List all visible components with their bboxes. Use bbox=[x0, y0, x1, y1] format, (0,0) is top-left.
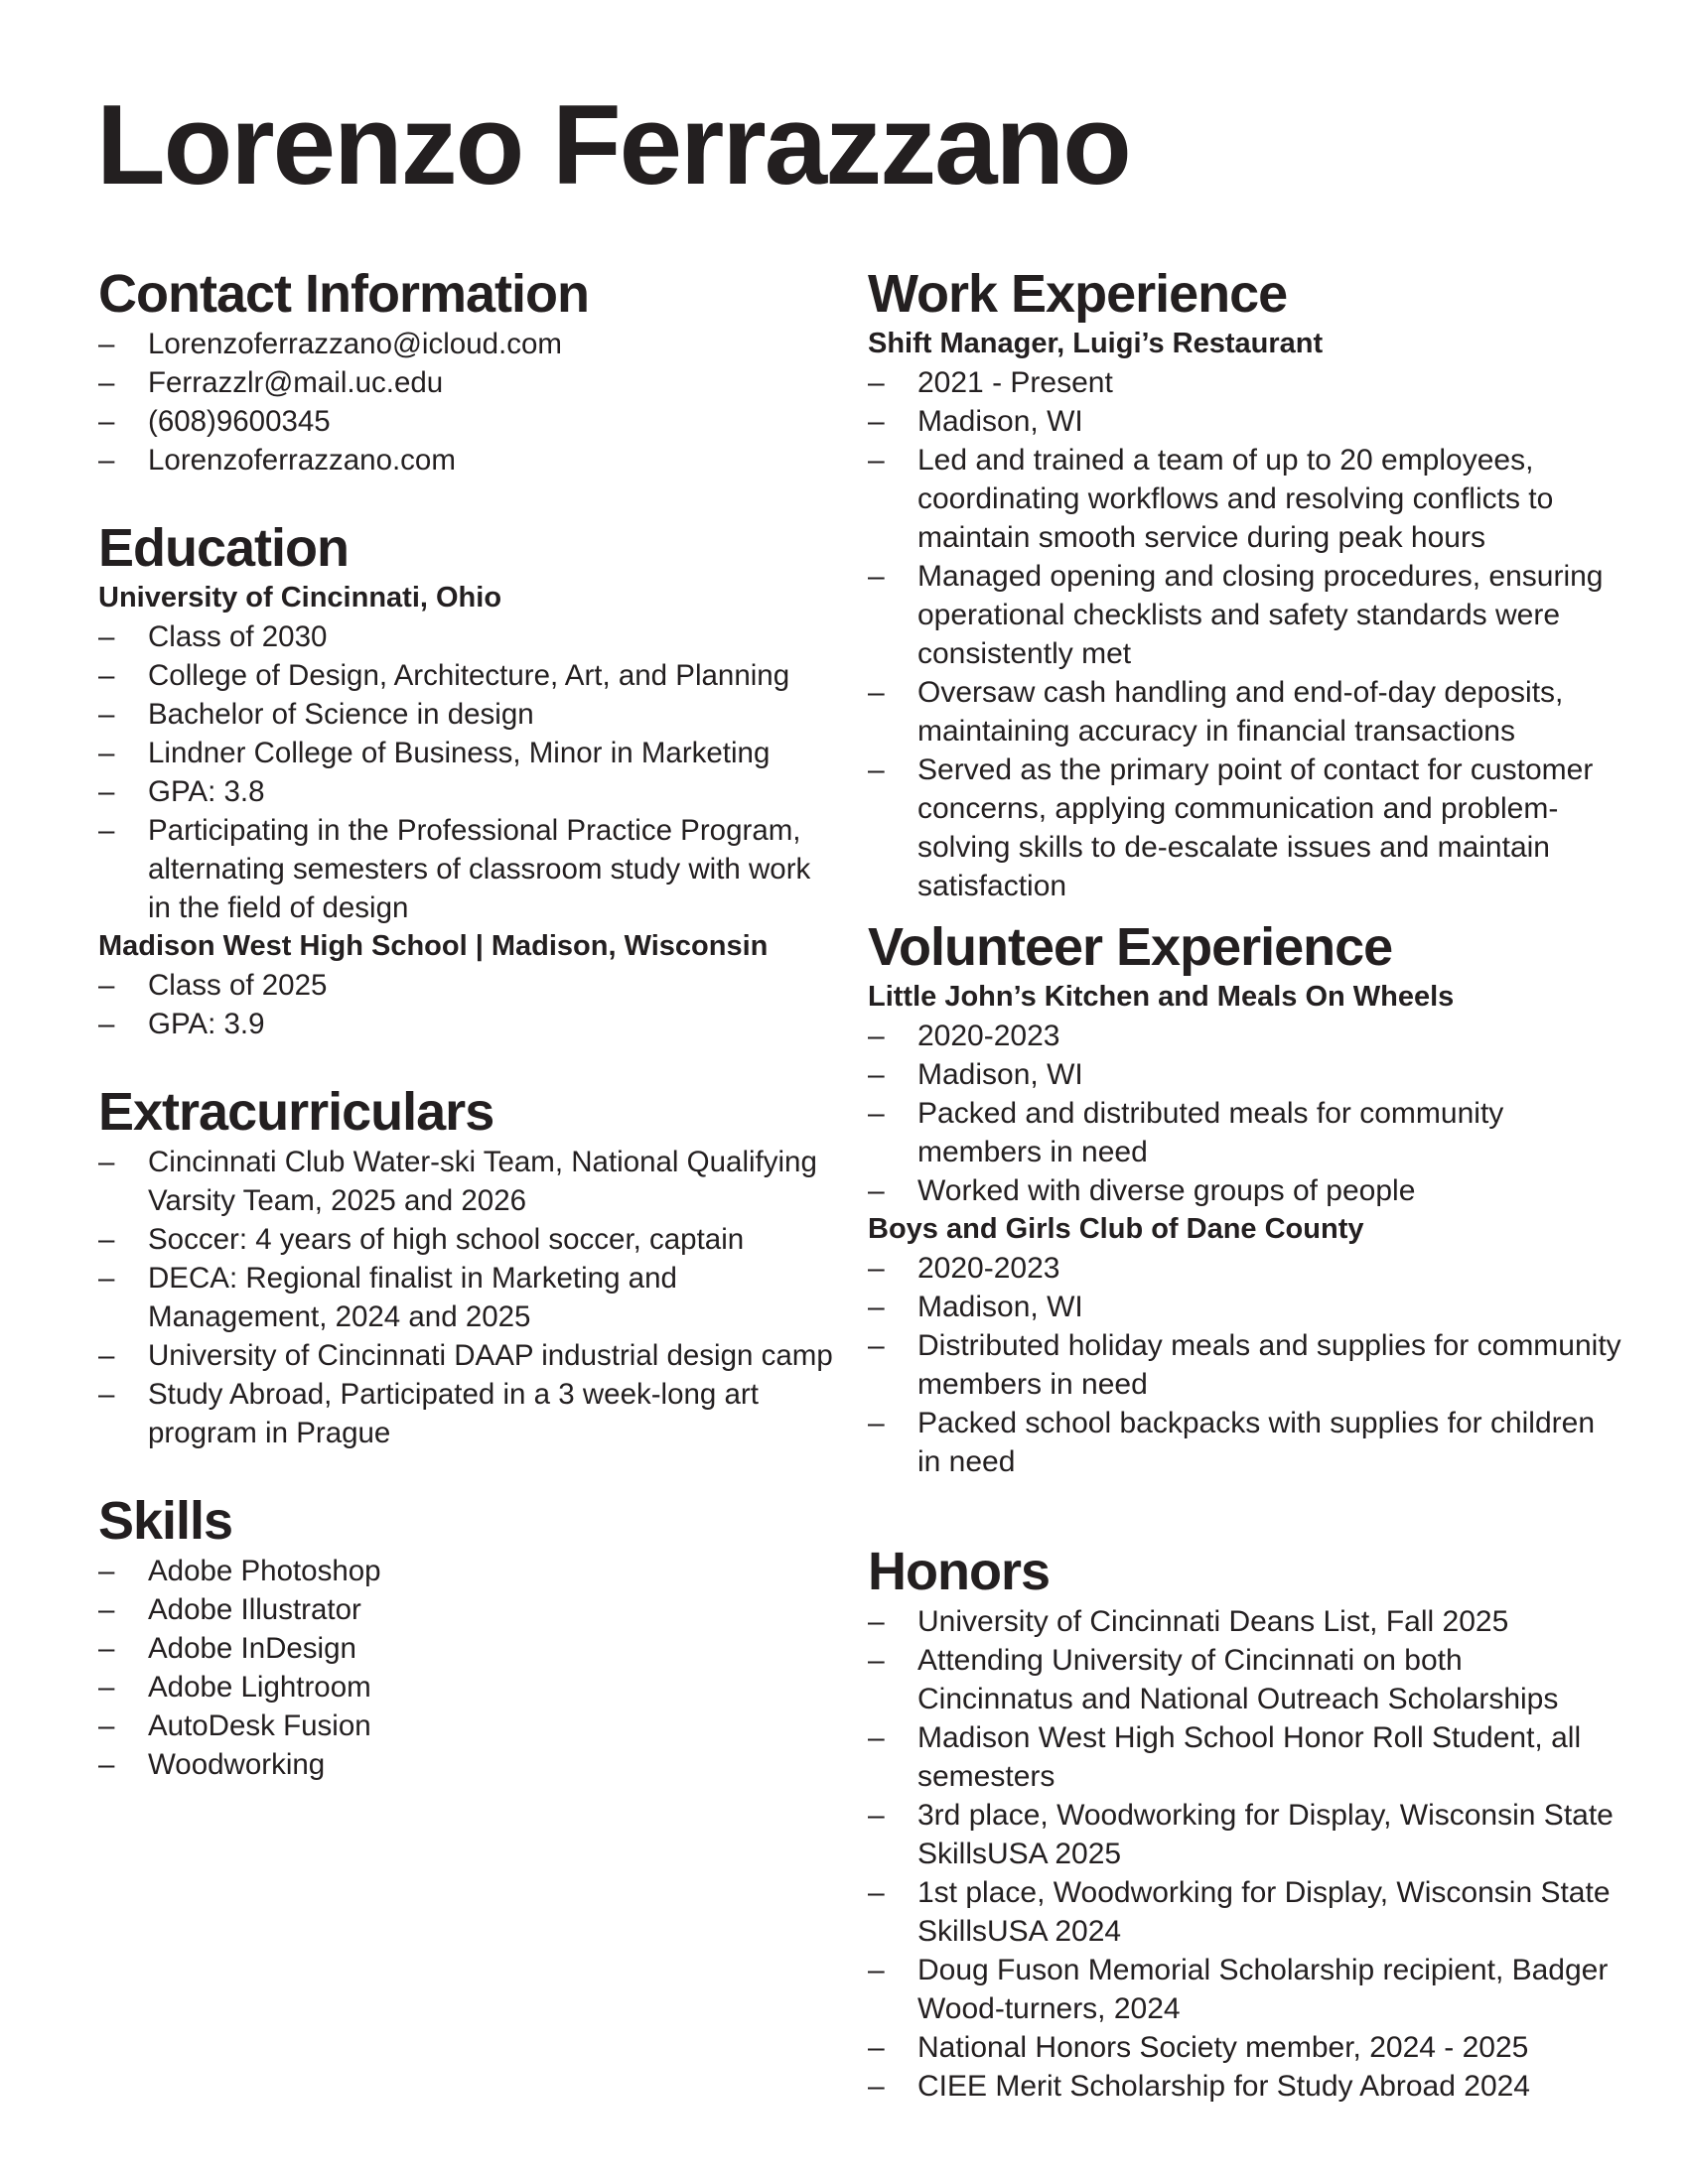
school-details-list bbox=[98, 966, 833, 1043]
list-item: – Study Abroad, Participated in a 3 week-long art program in Prague bbox=[98, 1375, 833, 1452]
contact-website: – Lorenzoferrazzano.com bbox=[98, 441, 833, 479]
list-item: – University of Cincinnati DAAP industrial design camp bbox=[98, 1336, 833, 1375]
right-column bbox=[868, 263, 1622, 2106]
org-details-list bbox=[868, 1249, 1622, 1481]
volunteer-section bbox=[868, 916, 1622, 1481]
list-item: – University of Cincinnati Deans List, Fall 2025 bbox=[868, 1602, 1622, 1641]
list-item: – GPA: 3.9 bbox=[98, 1005, 833, 1043]
list-item: – Cincinnati Club Water-ski Team, National Qualifying Varsity Team, 2025 and 2026 bbox=[98, 1143, 833, 1220]
extracurriculars-list bbox=[98, 1143, 833, 1452]
list-item: – 1st place, Woodworking for Display, Wisconsin State SkillsUSA 2024 bbox=[868, 1873, 1622, 1951]
list-item: – Served as the primary point of contact for customer concerns, applying communication and problem-solving skills to de-escalate issues and maintain satisfaction bbox=[868, 751, 1622, 905]
list-item: – 2020-2023 bbox=[868, 1017, 1622, 1055]
list-item: – Packed school backpacks with supplies for children in need bbox=[868, 1404, 1622, 1481]
list-item: – Class of 2025 bbox=[98, 966, 833, 1005]
list-item: – Worked with diverse groups of people bbox=[868, 1171, 1622, 1210]
honors-heading: Honors bbox=[868, 1542, 1050, 1601]
list-item: – DECA: Regional finalist in Marketing and Management, 2024 and 2025 bbox=[98, 1259, 833, 1336]
volunteer-heading: Volunteer Experience bbox=[868, 917, 1393, 977]
org-details-list bbox=[868, 1017, 1622, 1210]
list-item: – Soccer: 4 years of high school soccer, captain bbox=[98, 1220, 833, 1259]
org-name: Boys and Girls Club of Dane County bbox=[868, 1213, 1364, 1245]
list-item: – 2021 - Present bbox=[868, 363, 1622, 402]
list-item: – Adobe Lightroom bbox=[98, 1668, 833, 1706]
list-item: – 2020-2023 bbox=[868, 1249, 1622, 1288]
left-column bbox=[98, 263, 833, 1784]
list-item: – GPA: 3.8 bbox=[98, 772, 833, 811]
list-item: – Doug Fuson Memorial Scholarship recipient, Badger Wood-turners, 2024 bbox=[868, 1951, 1622, 2028]
skills-section bbox=[98, 1490, 833, 1784]
list-item: – Adobe InDesign bbox=[98, 1629, 833, 1668]
list-item: – College of Design, Architecture, Art, and Planning bbox=[98, 656, 833, 695]
extracurriculars-section bbox=[98, 1081, 833, 1452]
contact-email-personal: – Lorenzoferrazzano@icloud.com bbox=[98, 325, 833, 363]
list-item: – Madison, WI bbox=[868, 1288, 1622, 1326]
list-item: – National Honors Society member, 2024 - 2025 bbox=[868, 2028, 1622, 2067]
skills-heading: Skills bbox=[98, 1491, 233, 1551]
list-item: – Adobe Photoshop bbox=[98, 1552, 833, 1590]
contact-heading: Contact Information bbox=[98, 264, 589, 324]
education-section bbox=[98, 517, 833, 1043]
school-name: Madison West High School | Madison, Wisconsin bbox=[98, 930, 769, 962]
list-item: – Attending University of Cincinnati on both Cincinnatus and National Outreach Scholarships bbox=[868, 1641, 1622, 1718]
work-section bbox=[868, 263, 1622, 905]
contact-email-school: – Ferrazzlr@mail.uc.edu bbox=[98, 363, 833, 402]
extracurriculars-heading: Extracurriculars bbox=[98, 1082, 494, 1142]
list-item: – 3rd place, Woodworking for Display, Wisconsin State SkillsUSA 2025 bbox=[868, 1796, 1622, 1873]
honors-section bbox=[868, 1541, 1622, 2106]
work-heading: Work Experience bbox=[868, 264, 1288, 324]
list-item: – Oversaw cash handling and end-of-day deposits, maintaining accuracy in financial transactions bbox=[868, 673, 1622, 751]
list-item: – Adobe Illustrator bbox=[98, 1590, 833, 1629]
list-item: – Woodworking bbox=[98, 1745, 833, 1784]
job-title: Shift Manager, Luigi’s Restaurant bbox=[868, 328, 1324, 359]
school-details-list bbox=[98, 617, 833, 927]
list-item: – Madison, WI bbox=[868, 1055, 1622, 1094]
list-item: – Distributed holiday meals and supplies for community members in need bbox=[868, 1326, 1622, 1404]
list-item: – Packed and distributed meals for community members in need bbox=[868, 1094, 1622, 1171]
honors-list bbox=[868, 1602, 1622, 2106]
education-heading: Education bbox=[98, 518, 350, 578]
org-name: Little John’s Kitchen and Meals On Wheels bbox=[868, 981, 1455, 1013]
list-item: – Lindner College of Business, Minor in Marketing bbox=[98, 734, 833, 772]
list-item: – Managed opening and closing procedures, ensuring operational checklists and safety standards were consistently met bbox=[868, 557, 1622, 673]
list-item: – Madison West High School Honor Roll Student, all semesters bbox=[868, 1718, 1622, 1796]
list-item: – CIEE Merit Scholarship for Study Abroad 2024 bbox=[868, 2067, 1622, 2106]
job-details-list bbox=[868, 363, 1622, 905]
skills-list bbox=[98, 1552, 833, 1784]
page-title: Lorenzo Ferrazzano bbox=[96, 82, 1130, 208]
list-item: – Class of 2030 bbox=[98, 617, 833, 656]
list-item: – Participating in the Professional Practice Program, alternating semesters of classroom study with work in the field of design bbox=[98, 811, 833, 927]
list-item: – Bachelor of Science in design bbox=[98, 695, 833, 734]
contact-phone: – (608)9600345 bbox=[98, 402, 833, 441]
contact-list bbox=[98, 325, 833, 479]
list-item: – Madison, WI bbox=[868, 402, 1622, 441]
list-item: – Led and trained a team of up to 20 employees, coordinating workflows and resolving conflicts to maintain smooth service during peak hours bbox=[868, 441, 1622, 557]
school-name: University of Cincinnati, Ohio bbox=[98, 582, 502, 614]
list-item: – AutoDesk Fusion bbox=[98, 1706, 833, 1745]
contact-section bbox=[98, 263, 833, 479]
